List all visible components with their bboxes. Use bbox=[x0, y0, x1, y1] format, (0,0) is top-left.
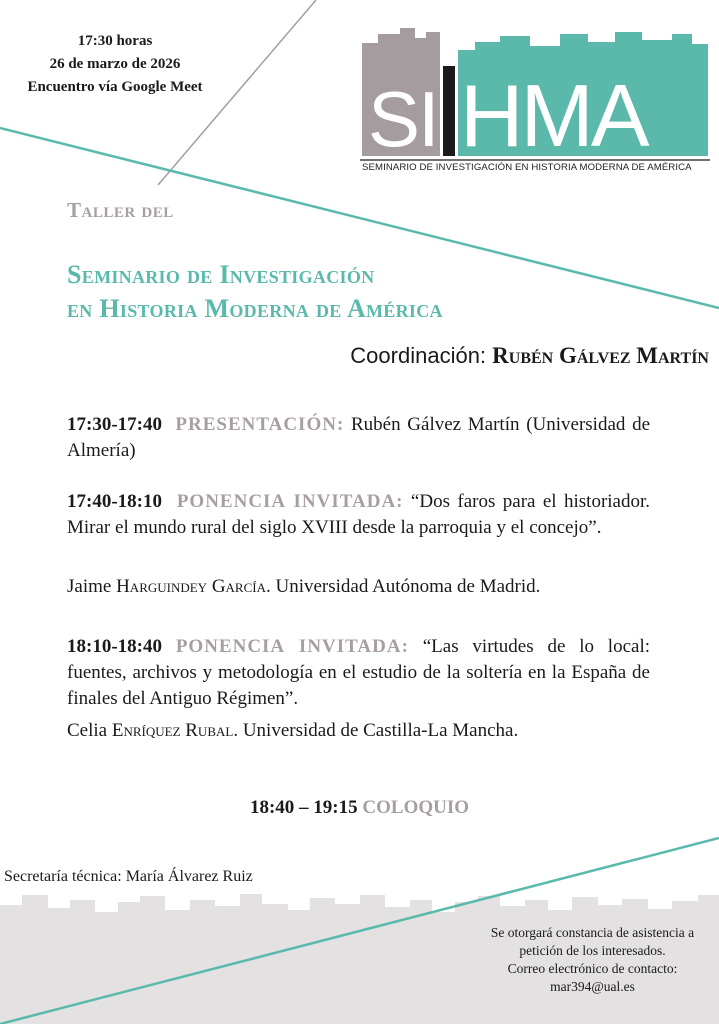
speaker-last-name: Harguindey García bbox=[116, 576, 266, 597]
seminar-title bbox=[67, 258, 443, 326]
speaker-affiliation: . Universidad Autónoma de Madrid. bbox=[266, 576, 541, 597]
seminar-title-line2: en Historia Moderna de América bbox=[67, 294, 443, 323]
colloquium-time: 18:40 – 19:15 bbox=[249, 797, 358, 818]
program-item bbox=[67, 634, 650, 712]
technical-secretary: Secretaría técnica: María Álvarez Ruiz bbox=[4, 868, 253, 885]
colloquium bbox=[0, 797, 719, 819]
program-label: PONENCIA INVITADA: bbox=[176, 491, 404, 512]
logo-letters-left: SI bbox=[368, 75, 438, 163]
footer-line: Correo electrónico de contacto: bbox=[507, 961, 678, 976]
logo-bar bbox=[443, 66, 455, 156]
program-item bbox=[67, 412, 650, 464]
program-text: “Las virtudes de lo local: fuentes, archivos y metodología en el estudio de la soltería en la España de finales del Antiguo Régimen”. bbox=[67, 636, 651, 709]
program-label: PONENCIA INVITADA: bbox=[175, 636, 409, 657]
speaker-first-name: Celia bbox=[67, 720, 108, 741]
speaker-affiliation: . Universidad de Castilla-La Mancha. bbox=[233, 720, 519, 741]
event-info bbox=[0, 30, 230, 99]
event-time: 17:30 horas bbox=[77, 33, 153, 49]
speaker-last-name: Enríquez Rubal bbox=[111, 720, 234, 741]
colloquium-label: COLOQUIO bbox=[362, 797, 470, 818]
logo-subtitle: SEMINARIO DE INVESTIGACIÓN EN HISTORIA MODERNA DE AMÉRICA bbox=[362, 162, 692, 173]
footer-line: petición de los interesados. bbox=[519, 943, 666, 958]
program-time: 17:40-18:10 bbox=[67, 491, 162, 512]
program-text: Rubén Gálvez Martín (Universidad de Almería) bbox=[67, 414, 651, 461]
footer-note bbox=[470, 924, 715, 996]
speaker-first-name: Jaime bbox=[67, 576, 112, 597]
contact-email: mar394@ual.es bbox=[550, 979, 635, 994]
event-date: 26 de marzo de 2026 bbox=[49, 56, 181, 72]
program-text: “Dos faros para el historiador. Mirar el mundo rural del siglo XVIII desde la parroquia y el concejo”. bbox=[67, 491, 651, 538]
speaker bbox=[67, 574, 540, 600]
speaker bbox=[67, 718, 518, 744]
logo-letters-right: HMA bbox=[460, 66, 647, 165]
program-label: PRESENTACIÓN: bbox=[175, 414, 345, 435]
seminar-title-line1: Seminario de Investigación bbox=[67, 260, 375, 289]
coordination bbox=[350, 343, 709, 369]
heading-prefix: Taller del bbox=[67, 198, 174, 222]
event-venue: Encuentro vía Google Meet bbox=[27, 79, 203, 95]
footer-line: Se otorgará constancia de asistencia a bbox=[490, 925, 695, 940]
program-time: 17:30-17:40 bbox=[67, 414, 162, 435]
coordination-label: Coordinación: bbox=[350, 343, 487, 368]
program-item bbox=[67, 489, 650, 541]
program-time: 18:10-18:40 bbox=[67, 636, 162, 657]
coordinator-name: Rubén Gálvez Martín bbox=[492, 343, 709, 368]
